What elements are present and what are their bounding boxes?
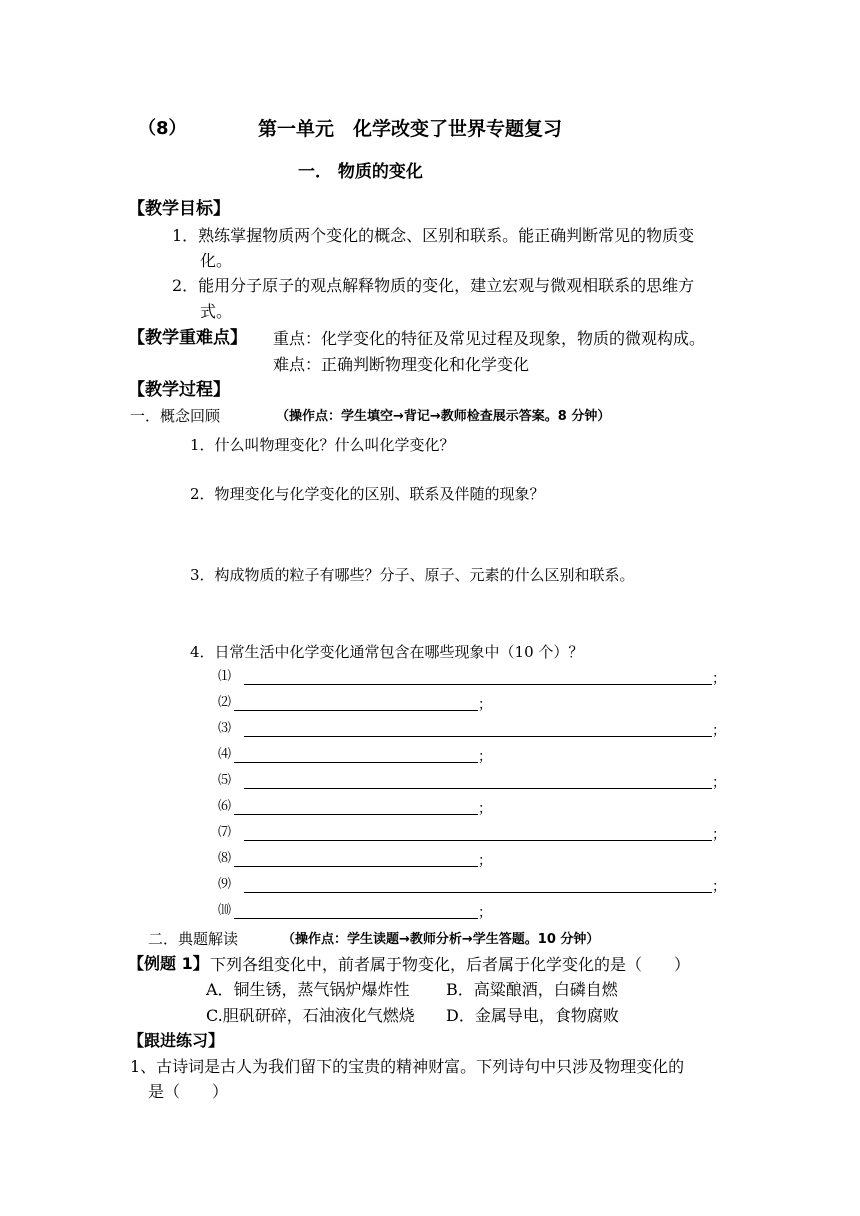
example-1-option-d: D．金属导电，食物腐败 (446, 1006, 619, 1025)
blank-number: ⑽ (218, 903, 232, 918)
semicolon: ； (712, 879, 726, 895)
answer-blank[interactable] (244, 736, 712, 737)
semicolon: ； (478, 853, 492, 869)
difficult-point: 难点：正确判断物理变化和化学变化 (273, 355, 530, 374)
key-points-heading: 【教学重难点】 (128, 328, 247, 348)
objectives-heading: 【教学目标】 (128, 199, 230, 219)
example-1-option-c: C.胆矾研碎，石油液化气燃烧 (206, 1006, 415, 1025)
question-3: 3．构成物质的粒子有哪些？分子、原子、元素的什么区别和联系。 (190, 566, 635, 584)
blank-number: ⑹ (218, 799, 232, 814)
process-heading: 【教学过程】 (128, 380, 230, 400)
example-1-question: 下列各组变化中，前者属于物变化，后者属于化学变化的是（ ） (210, 955, 691, 974)
answer-blank[interactable] (234, 918, 478, 919)
blank-number: ⑺ (218, 825, 232, 840)
semicolon: ； (712, 775, 726, 791)
answer-blank[interactable] (244, 684, 712, 685)
section-subtitle: 一． 物质的变化 (298, 162, 423, 182)
objective-2-line-2: 式。 (200, 302, 233, 321)
semicolon: ； (478, 905, 492, 921)
section-1-note: （操作点：学生填空→背记→教师检查展示答案。8 分钟） (276, 409, 611, 424)
blank-number: ⑵ (218, 695, 232, 710)
answer-blank[interactable] (234, 866, 478, 867)
blank-number: ⑻ (218, 851, 232, 866)
answer-blank[interactable] (234, 710, 478, 711)
question-4: 4．日常生活中化学变化通常包含在哪些现象中（10 个）？ (190, 643, 584, 661)
semicolon: ； (712, 723, 726, 739)
question-1: 1．什么叫物理变化？什么叫化学变化？ (190, 436, 455, 454)
section-1-label: 一．概念回顾 (130, 407, 221, 425)
practice-question-1-line-2: 是（ ） (148, 1082, 229, 1101)
section-2-label: 二．典题解读 (148, 930, 239, 948)
blank-number: ⑼ (218, 877, 232, 892)
blank-number: ⑴ (218, 669, 232, 684)
objective-1-line-1: 1．熟练掌握物质两个变化的概念、区别和联系。能正确判断常见的物质变 (172, 226, 695, 245)
example-1-option-a: A．铜生锈，蒸气锅炉爆炸性 (206, 980, 410, 999)
blank-number: ⑶ (218, 721, 232, 736)
answer-blank[interactable] (234, 762, 478, 763)
lesson-number: （8） (138, 118, 187, 139)
question-2: 2．物理变化与化学变化的区别、联系及伴随的现象？ (190, 485, 545, 503)
answer-blank[interactable] (244, 892, 712, 893)
practice-question-1-line-1: 1、古诗词是古人为我们留下的宝贵的精神财富。下列诗句中只涉及物理变化的 (130, 1057, 685, 1076)
answer-blank[interactable] (244, 788, 712, 789)
practice-heading: 【跟进练习】 (128, 1031, 225, 1050)
answer-blank[interactable] (244, 840, 712, 841)
section-2-note: （操作点：学生读题→教师分析→学生答题。10 分钟） (282, 932, 600, 947)
semicolon: ； (712, 827, 726, 843)
key-point: 重点：化学变化的特征及常见过程及现象，物质的微观构成。 (273, 329, 706, 348)
page-title: 第一单元 化学改变了世界专题复习 (258, 118, 563, 140)
answer-blank[interactable] (234, 814, 478, 815)
blank-number: ⑷ (218, 747, 232, 762)
blank-number: ⑸ (218, 773, 232, 788)
objective-2-line-1: 2．能用分子原子的观点解释物质的变化，建立宏观与微观相联系的思维方 (172, 276, 695, 295)
semicolon: ； (478, 801, 492, 817)
semicolon: ； (478, 749, 492, 765)
example-1-option-b: B．高粱酿酒，白磷自燃 (446, 980, 618, 999)
semicolon: ； (478, 697, 492, 713)
objective-1-line-2: 化。 (200, 251, 233, 270)
example-1-label: 【例题 1】 (128, 954, 209, 973)
semicolon: ； (712, 671, 726, 687)
